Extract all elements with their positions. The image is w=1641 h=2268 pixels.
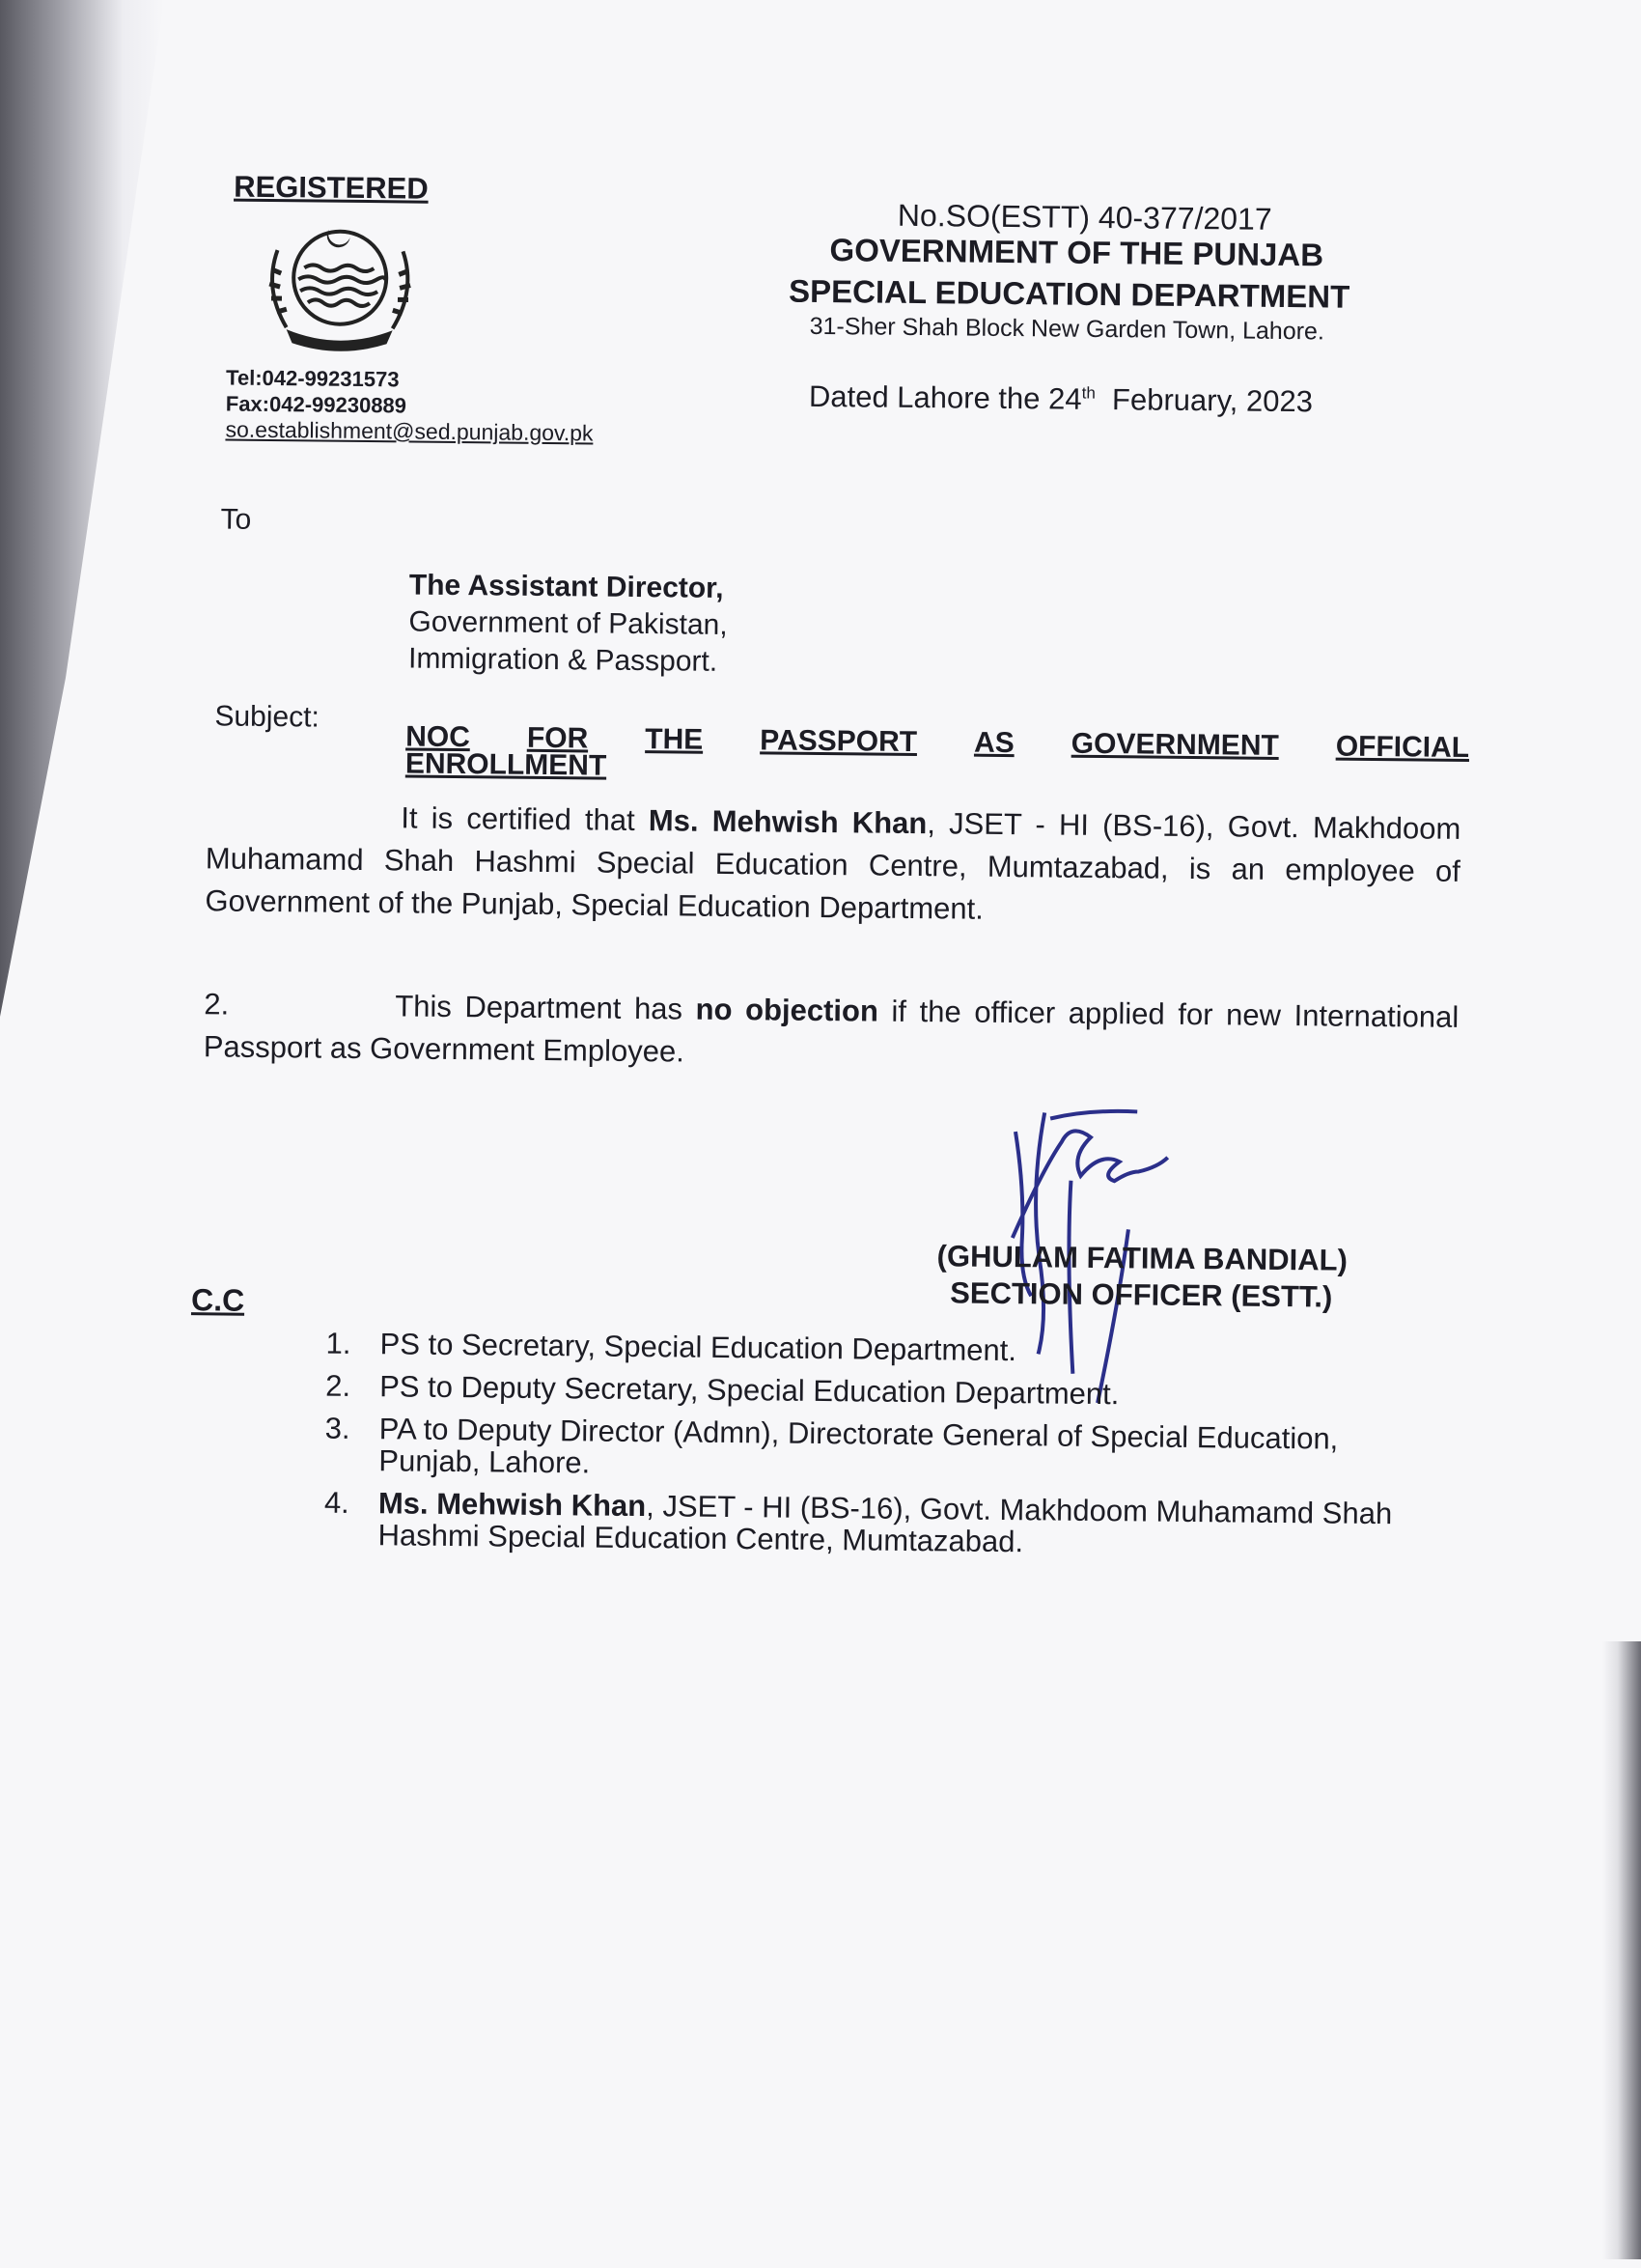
recipient-address [408, 568, 728, 681]
department-address: 31-Sher Shah Block New Garden Town, Lahore. [809, 312, 1325, 346]
email-address: so.establishment@sed.punjab.gov.pk [225, 416, 594, 446]
recipient-title: The Assistant Director, [408, 569, 724, 604]
letter-date: Dated Lahore the 24th February, 2023 [808, 378, 1314, 419]
contact-block [225, 365, 594, 447]
paragraph-1: It is certified that Ms. Mehwish Khan, JSET - HI (BS-16), Govt. Makhdoom Muhamamd Shah Hashmi Special Education Centre, Mumtazabad, is an employee of Government of the Punjab, Special Education Department. [205, 800, 1461, 926]
paragraph-2: 2. This Department has no objection if the officer applied for new International Passport as Government Employee. [203, 987, 1460, 1069]
cc-item-1: 1. PS to Secretary, Special Education Department. [325, 1326, 1017, 1368]
recipient-line-2: Government of Pakistan, [408, 605, 728, 641]
department-heading: SPECIAL EDUCATION DEPARTMENT [788, 272, 1350, 315]
cc-item-4: 4. Ms. Mehwish Khan, JSET - HI (BS-16), Govt. Makhdoom Muhamamd Shah Hashmi Special Education Centre, Mumtazabad. [323, 1485, 1393, 1559]
cc-list [323, 1328, 1445, 1573]
cc-item-2: 2. PS to Deputy Secretary, Special Education Department. [325, 1368, 1120, 1412]
reference-number: No.SO(ESTT) 40-377/2017 [897, 197, 1272, 237]
subject-text [404, 720, 1470, 789]
cc-label: C.C [190, 1282, 245, 1318]
signatory-name: (GHULAM FATIMA BANDIAL) [936, 1239, 1349, 1277]
subject-line-2: ENROLLMENT [404, 747, 607, 782]
subject-line-1: NOC FOR THE PASSPORT AS GOVERNMENT OFFICIAL [405, 720, 1470, 765]
telephone-number: Tel:042-99231573 [225, 365, 400, 392]
government-heading: GOVERNMENT OF THE PUNJAB [829, 232, 1324, 273]
to-label: To [220, 503, 252, 536]
registered-label: REGISTERED [234, 169, 429, 206]
recipient-line-3: Immigration & Passport. [407, 642, 718, 678]
signatory-title: SECTION OFFICER (ESTT.) [950, 1275, 1333, 1314]
fax-number: Fax:042-99230889 [225, 391, 407, 418]
subject-label: Subject: [214, 700, 320, 734]
punjab-government-emblem-icon [247, 211, 432, 358]
cc-item-3: 3. PA to Deputy Director (Admn), Directorate General of Special Education, Punjab, Lahore. [324, 1411, 1339, 1480]
